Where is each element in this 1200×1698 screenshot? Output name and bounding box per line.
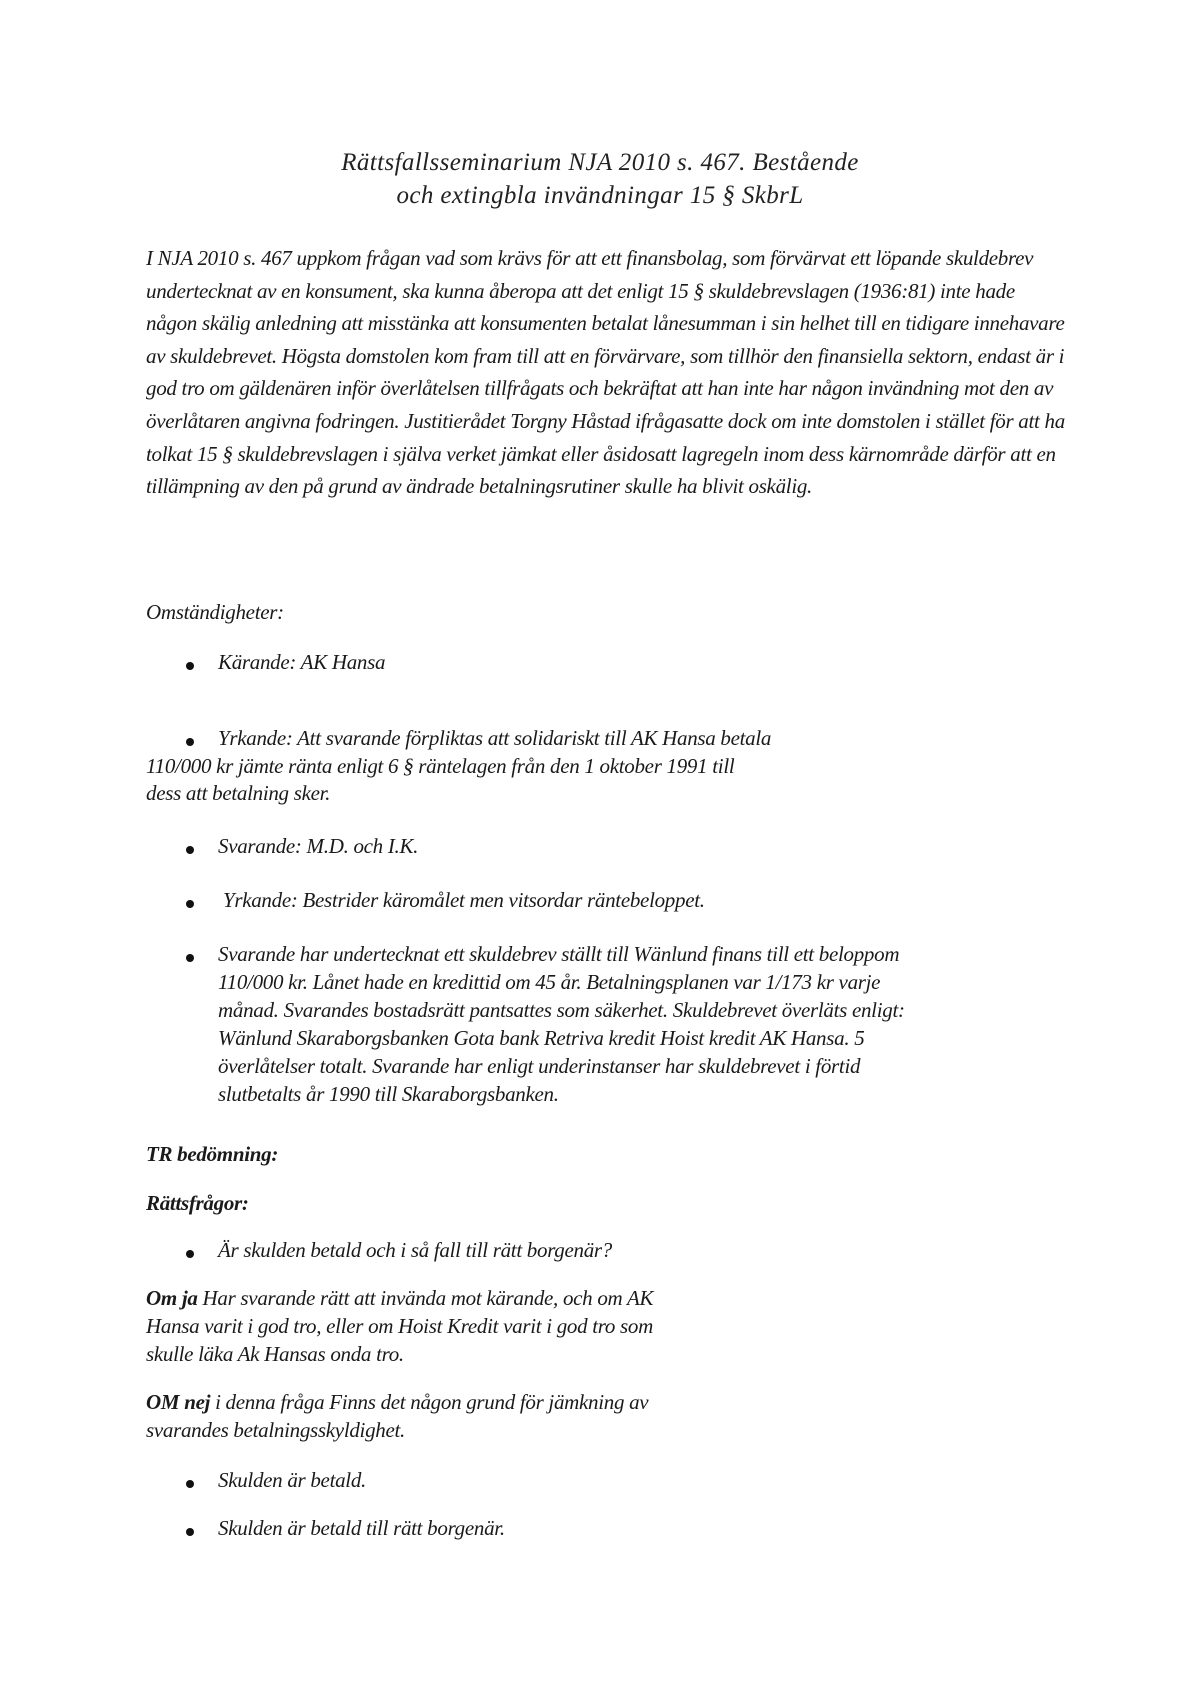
bullet-icon [186,900,194,908]
facts-line-3: månad. Svarandes bostadsrätt pantsattes som säkerhet. Skuldebrevet överläts enligt: [218,998,905,1022]
tr-assessment-heading: TR bedömning: [146,1142,279,1166]
if-no-line-1 [146,1388,648,1416]
title-line-2: och extingbla invändningar 15 § SkbrL [396,182,804,209]
bullet-icon [186,1250,194,1258]
claim-line-2: 110/000 kr jämte ränta enligt 6 § räntelagen från den 1 oktober 1991 till [146,754,735,778]
document-title [200,146,1000,212]
circumstances-heading: Omständigheter: [146,600,284,624]
defendants-item: Svarande: M.D. och I.K. [218,834,419,858]
if-yes-line-1 [146,1284,653,1312]
legal-questions-heading: Rättsfrågor: [146,1191,249,1215]
claim-line-1: Yrkande: Att svarande förpliktas att solidariskt till AK Hansa betala [218,726,772,750]
if-yes-label: Om ja [146,1286,198,1310]
intro-paragraph: I NJA 2010 s. 467 uppkom frågan vad som krävs för att ett finansbolag, som förvärvat ett löpande skuldebrev undertecknat av en konsument, ska kunna åberopa att det enligt 15 § skuldebrevslagen (1936:81) inte hade någon skälig anledning att misstänka att konsumenten betalat lånesumman i sin helhet till en tidigare innehavare av skuldebrevet. Högsta domstolen kom fram till att en förvärvare, som tillhör den finansiella sektorn, endast är i god tro om gäldenären inför överlåtelsen tillfrågats och bekräftat att han inte har någon invändning mot den av överlåtaren angivna fodringen. Justitierådet Torgny Håstad ifrågasatte dock om inte domstolen i stället för att ha tolkat 15 § skuldebrevslagen i själva verket jämkat eller åsidosatt lagregeln inom dess kärnområde därför att en tillämpning av den på grund av ändrade betalningsrutiner skulle ha blivit oskälig. [146,246,1065,499]
facts-line-2: 110/000 kr. Lånet hade en kredittid om 45 år. Betalningsplanen var 1/173 kr varje [218,970,881,994]
if-yes-line-3: skulle läka Ak Hansas onda tro. [146,1342,404,1366]
question-item: Är skulden betald och i så fall till rätt borgenär? [218,1238,612,1262]
bullet-icon [186,954,194,962]
if-no-text: i denna fråga Finns det någon grund för jämkning av [210,1390,649,1414]
bullet-icon [186,1528,194,1536]
point-1-item: Skulden är betald. [218,1468,366,1492]
claim-line-3: dess att betalning sker. [146,781,331,805]
title-line-1: Rättsfallsseminarium NJA 2010 s. 467. Bestående [341,149,859,176]
if-yes-text: Har svarande rätt att invända mot kärande, och om AK [197,1286,654,1310]
bullet-icon [186,846,194,854]
if-no-line-2: svarandes betalningsskyldighet. [146,1418,405,1442]
plaintiff-item: Kärande: AK Hansa [218,650,386,674]
facts-line-5: överlåtelser totalt. Svarande har enligt underinstanser har skuldebrevet i förtid [218,1054,861,1078]
facts-line-6: slutbetalts år 1990 till Skaraborgsbanken. [218,1082,559,1106]
point-2-item: Skulden är betald till rätt borgenär. [218,1516,505,1540]
if-no-label: OM nej [146,1390,211,1414]
facts-line-4: Wänlund Skaraborgsbanken Gota bank Retriva kredit Hoist kredit AK Hansa. 5 [218,1026,865,1050]
if-yes-line-2: Hansa varit i god tro, eller om Hoist Kredit varit i god tro som [146,1314,653,1338]
bullet-icon [186,738,194,746]
bullet-icon [186,662,194,670]
facts-line-1: Svarande har undertecknat ett skuldebrev ställt till Wänlund finans till ett beloppom [218,942,900,966]
bullet-icon [186,1480,194,1488]
defense-claim-item: Yrkande: Bestrider käromålet men vitsordar räntebeloppet. [218,888,705,912]
